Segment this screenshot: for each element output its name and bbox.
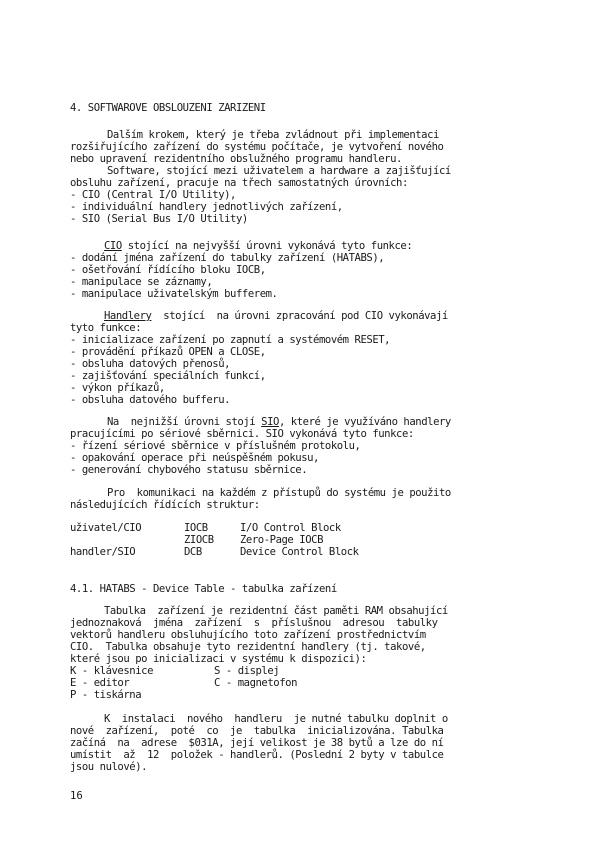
handlery-intro: Handlery stojící na úrovni zpracování pod CIO vykonávají — [104, 310, 448, 322]
list-item: - zajišťování speciálních funkcí, — [70, 370, 266, 382]
paragraph-line: vektorů handleru obsluhujícího toto zařízení prostřednictvím — [70, 629, 426, 641]
chapter-heading: 4. SOFTWAROVE OBSLOUZENI ZARIZENI — [70, 102, 266, 114]
handlery-term: Handlery — [104, 310, 152, 322]
paragraph-line: nebo upravení rezidentního obslužného programu handleru. — [70, 153, 402, 165]
device-item: C - magnetofon — [214, 677, 297, 689]
paragraph-line: K instalaci nového handleru je nutné tabulku doplnit o — [104, 713, 448, 725]
struct-name: I/O Control Block — [240, 522, 341, 534]
struct-abbr: DCB — [184, 546, 202, 558]
list-item: - řízení sériové sběrnice v příslušném protokolu, — [70, 440, 361, 452]
struct-level: handler/SIO — [70, 546, 136, 558]
list-item: - generování chybového statusu sběrnice. — [70, 464, 308, 476]
list-item: - manipulace se záznamy, — [70, 276, 213, 288]
paragraph-line: CIO. Tabulka obsahuje tyto rezidentní handlery (tj. takové, — [70, 641, 426, 653]
struct-name: Zero-Page IOCB — [240, 534, 323, 546]
paragraph-line: Pro komunikaci na každém z přístupů do systému je použito — [107, 487, 451, 499]
list-item: - dodání jména zařízení do tabulky zařízení (HATABS), — [70, 252, 385, 264]
list-item: - obsluha datových přenosů, — [70, 358, 231, 370]
cio-intro: CIO stojící na nejvyšší úrovni vykonává tyto funkce: — [104, 240, 413, 252]
sio-term: SIO — [261, 416, 279, 428]
list-item: - individuální handlery jednotlivých zařízení, — [70, 201, 343, 213]
paragraph-line: jednoznaková jména zařízení s příslušnou adresou tabulky — [70, 617, 438, 629]
struct-abbr: IOCB — [184, 522, 208, 534]
paragraph-line: jsou nulové). — [70, 761, 148, 773]
paragraph-line: následujících řídících struktur: — [70, 499, 260, 511]
device-item: P - tiskárna — [70, 689, 142, 701]
cio-term: CIO — [104, 240, 122, 252]
list-item: - CIO (Central I/O Utility), — [70, 189, 236, 201]
device-item: E - editor — [70, 677, 130, 689]
list-item: - výkon příkazů, — [70, 382, 165, 394]
list-item: - opakování operace při neúspěšném pokusu, — [70, 452, 319, 464]
struct-name: Device Control Block — [240, 546, 359, 558]
list-item: - inicializace zařízení po zapnutí a systémovém RESET, — [70, 334, 391, 346]
paragraph-line: pracujícími po sériové sběrnici. SIO vykonává tyto funkce: — [70, 428, 414, 440]
paragraph-line: Tabulka zařízení je rezidentní část paměti RAM obsahující — [104, 605, 448, 617]
struct-abbr: ZIOCB — [184, 534, 214, 546]
device-item: K - klávesnice — [70, 665, 153, 677]
struct-level: uživatel/CIO — [70, 522, 142, 534]
list-item: - manipulace uživatelským bufferem. — [70, 288, 278, 300]
paragraph-line: Software, stojící mezi uživatelem a hardware a zajišťující — [107, 165, 451, 177]
paragraph-line: obsluhu zařízení, pracuje na třech samostatných úrovních: — [70, 177, 408, 189]
section-heading: 4.1. HATABS - Device Table - tabulka zařízení — [70, 583, 337, 595]
list-item: - ošetřování řídícího bloku IOCB, — [70, 264, 266, 276]
list-item: - SIO (Serial Bus I/O Utility) — [70, 213, 248, 225]
paragraph-line: umístit až 12 položek - handlerů. (Poslední 2 byty v tabulce — [70, 749, 444, 761]
paragraph-line: rozšiřujícího zařízení do systému počítače, je vytvoření nového — [70, 141, 444, 153]
paragraph-line: začíná na adrese $031A, její velikost je 38 bytů a lze do ní — [70, 737, 444, 749]
sio-intro: Na nejnižší úrovni stojí SIO, které je využíváno handlery — [107, 416, 451, 428]
paragraph-line: Dalším krokem, který je třeba zvládnout při implementaci — [107, 129, 439, 141]
device-item: S - displej — [214, 665, 280, 677]
paragraph-line: tyto funkce: — [70, 322, 142, 334]
page-number: 16 — [70, 790, 83, 802]
list-item: - provádění příkazů OPEN a CLOSE, — [70, 346, 266, 358]
list-item: - obsluha datového bufferu. — [70, 394, 231, 406]
paragraph-line: nové zařízení, poté co je tabulka inicializována. Tabulka — [70, 725, 444, 737]
paragraph-line: které jsou po inicializaci v systému k dispozici): — [70, 653, 367, 665]
